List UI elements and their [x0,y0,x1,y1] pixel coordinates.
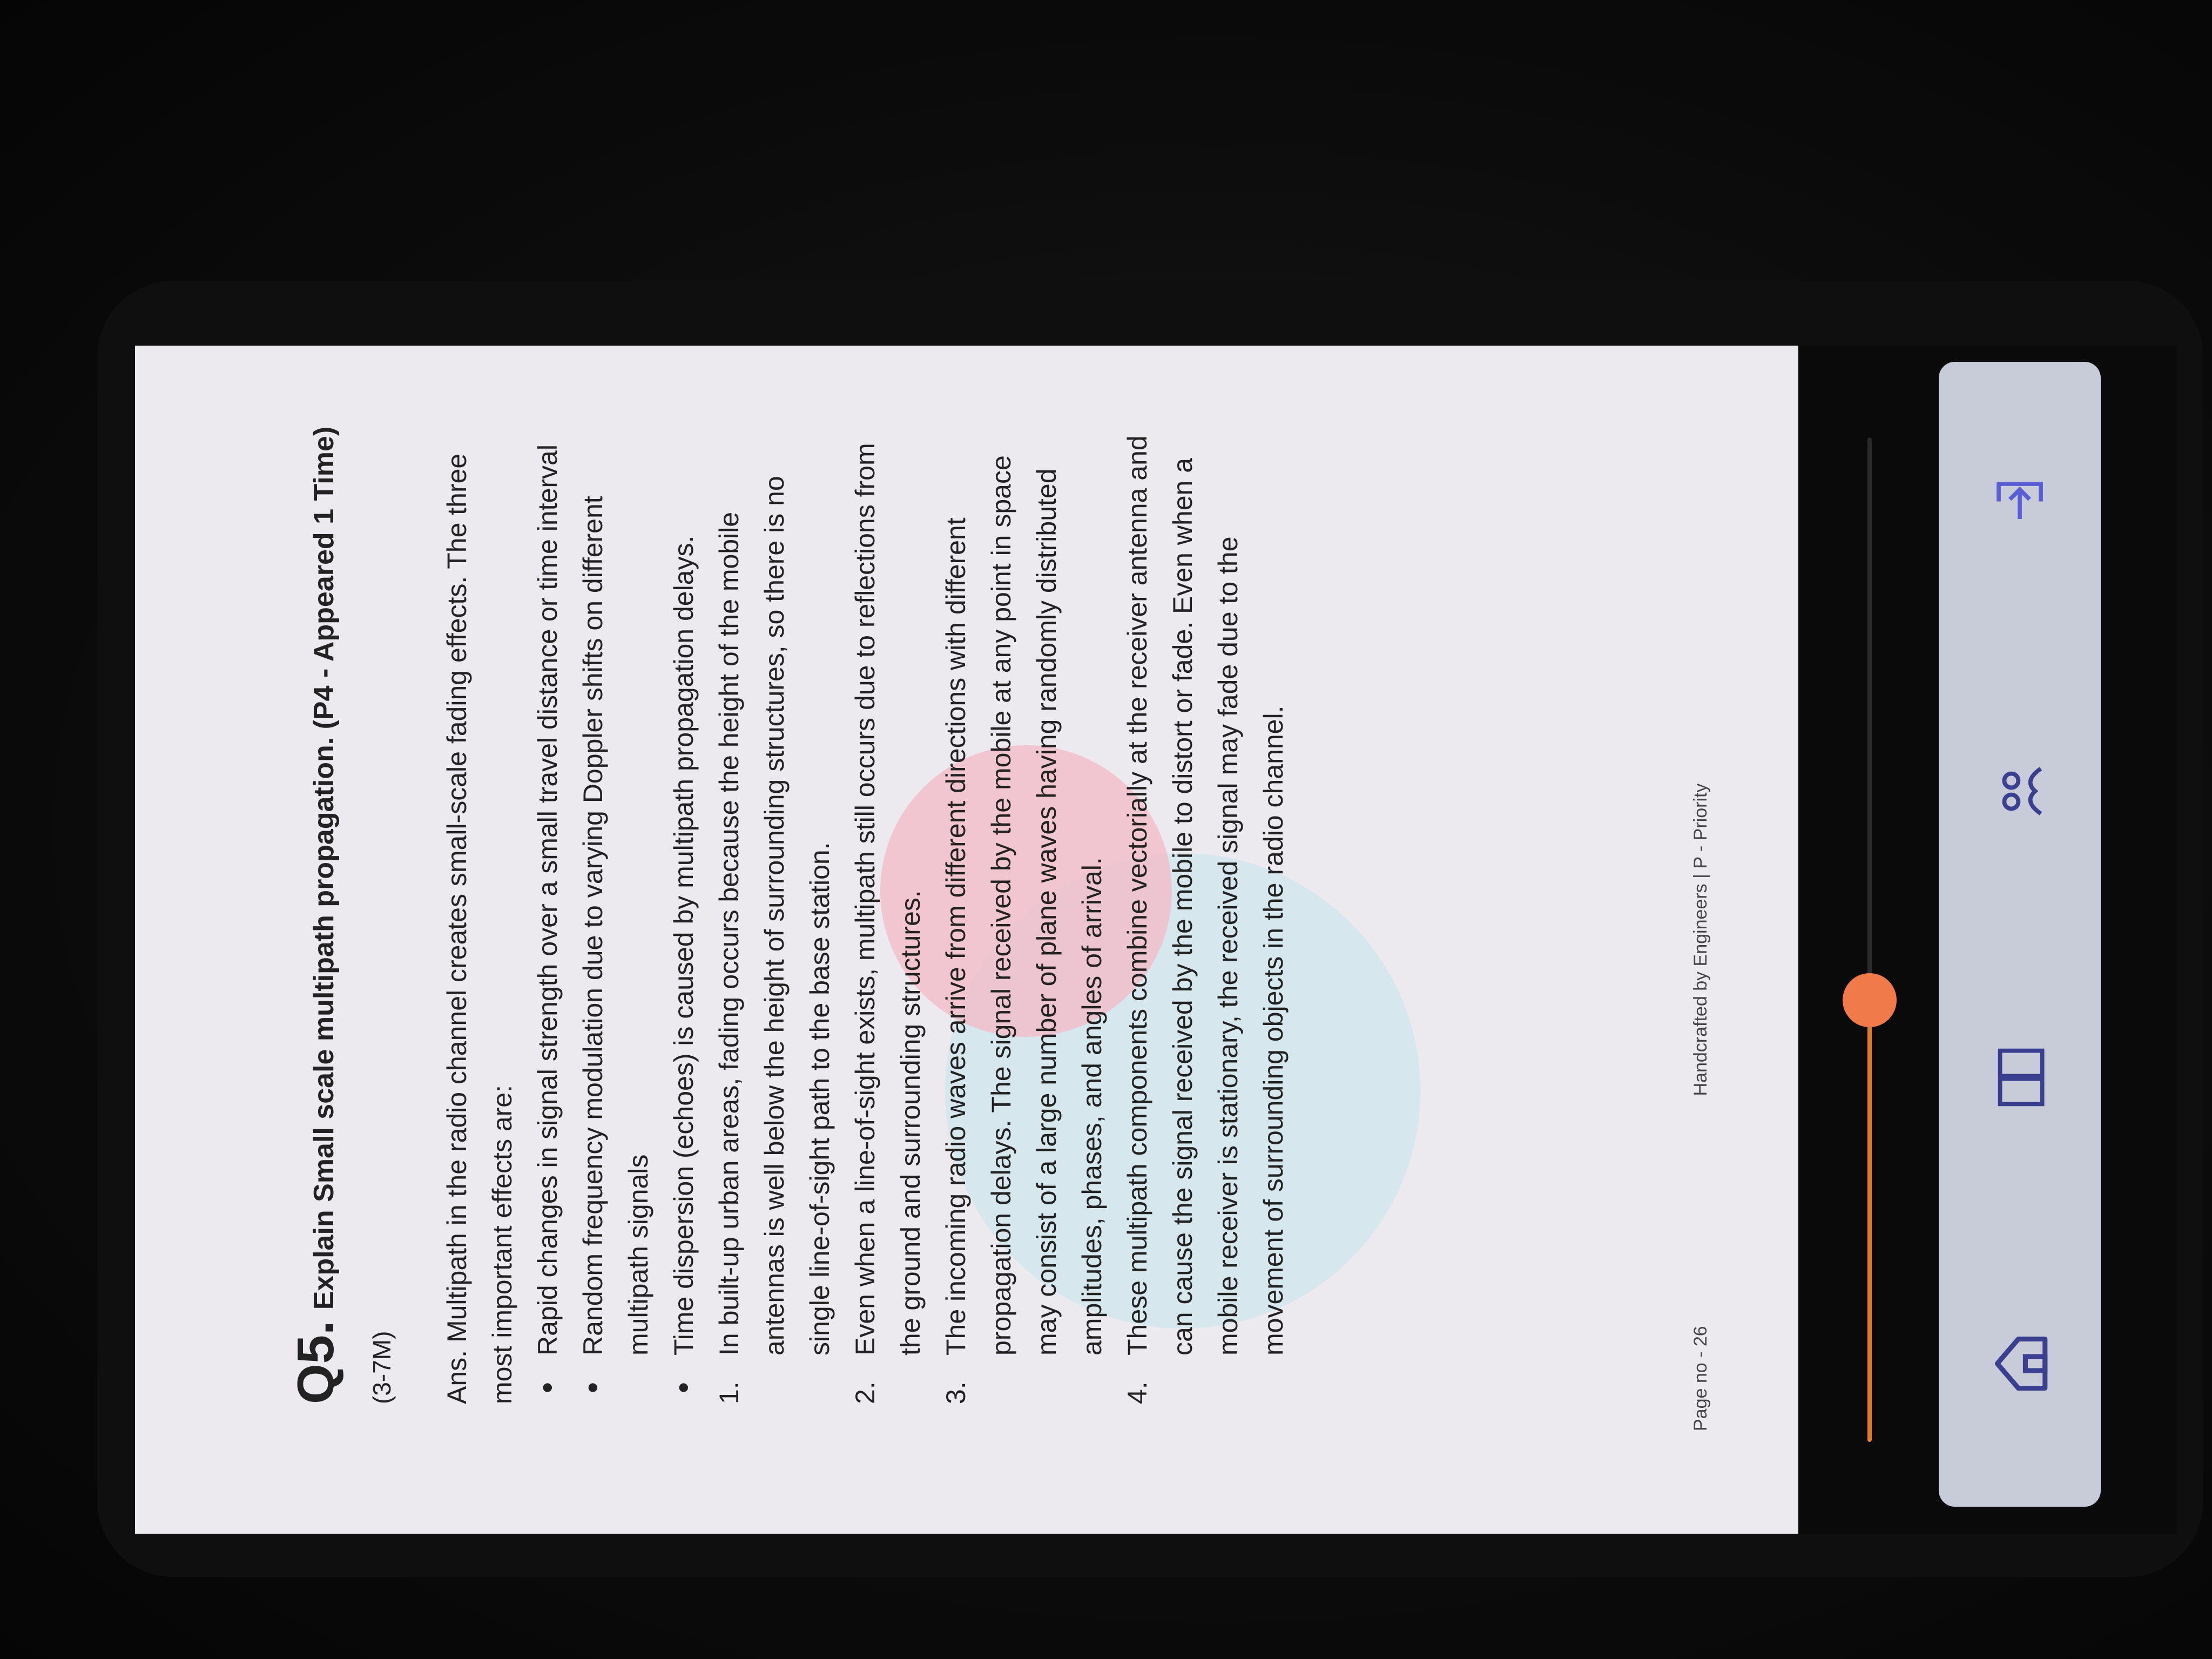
page-number: Page no - 26 [1690,1326,1711,1431]
list-item [706,421,842,1404]
reader-button[interactable] [1966,1023,2074,1131]
book-icon [1985,1042,2055,1112]
point-text: These multipath components combine vectorially at the receiver antenna and can cause the signal received by the mobile to distort or fade. Even when a mobile receiver is stationary, the received signal may fade due to the movement of surrounding objects in the radio channel. [1122,435,1289,1355]
document-page[interactable] [135,346,1798,1534]
share-icon [1985,756,2055,826]
bottom-toolbar [1939,362,2101,1507]
page-slider-thumb[interactable] [1843,973,1897,1027]
question-text: Explain Small scale multipath propagation. (P4 - Appeared 1 Time) [308,426,340,1310]
list-item: • Rapid changes in signal strength over a small travel distance or time interval [525,421,570,1355]
reader-screen [135,346,2176,1534]
download-button[interactable] [1966,451,2074,559]
page-slider-fill [1867,1000,1872,1442]
page-slider-area [1798,346,1939,1534]
home-icon [1985,1328,2055,1399]
page-content [286,421,1296,1404]
answer-intro: Ans. Multipath in the radio channel creates small-scale fading effects. The three most important effects are: [442,453,517,1404]
effects-list [525,421,706,1404]
point-text: In built-up urban areas, fading occurs because the height of the mobile antennas is well below the height of surrounding structures, so there is no single line-of-sight path to the base station. [714,476,835,1355]
question-number: Q5. [287,1320,345,1404]
list-item: • Random frequency modulation due to varying Doppler shifts on different multipath signals [570,421,661,1355]
list-item [842,421,933,1404]
question-heading [286,421,346,1404]
point-number: 2. [850,1381,880,1404]
point-number: 4. [1122,1381,1152,1404]
points-list [706,421,1296,1404]
point-number: 1. [714,1381,744,1404]
page-slider-track[interactable] [1867,437,1872,1442]
list-item [1115,421,1296,1404]
home-button[interactable] [1966,1310,2074,1418]
question-marks: (3-7M) [368,1331,396,1404]
list-item [933,421,1115,1404]
point-number: 3. [941,1381,971,1404]
community-button[interactable] [1966,737,2074,845]
download-icon [1985,470,2055,540]
footer-credit: Handcrafted by Engineers | P - Priority [1690,783,1711,1096]
point-text: The incoming radio waves arrive from different directions with different propagation delays. The signal received by the mobile at any point in space may consist of a large number of plane waves having randomly distributed amplitudes, phases, and angles of arrival. [941,455,1107,1355]
list-item: • Time dispersion (echoes) is caused by multipath propagation delays. [661,421,706,1355]
point-text: Even when a line-of-sight exists, multipath still occurs due to reflections from the ground and surrounding structures. [850,443,926,1355]
